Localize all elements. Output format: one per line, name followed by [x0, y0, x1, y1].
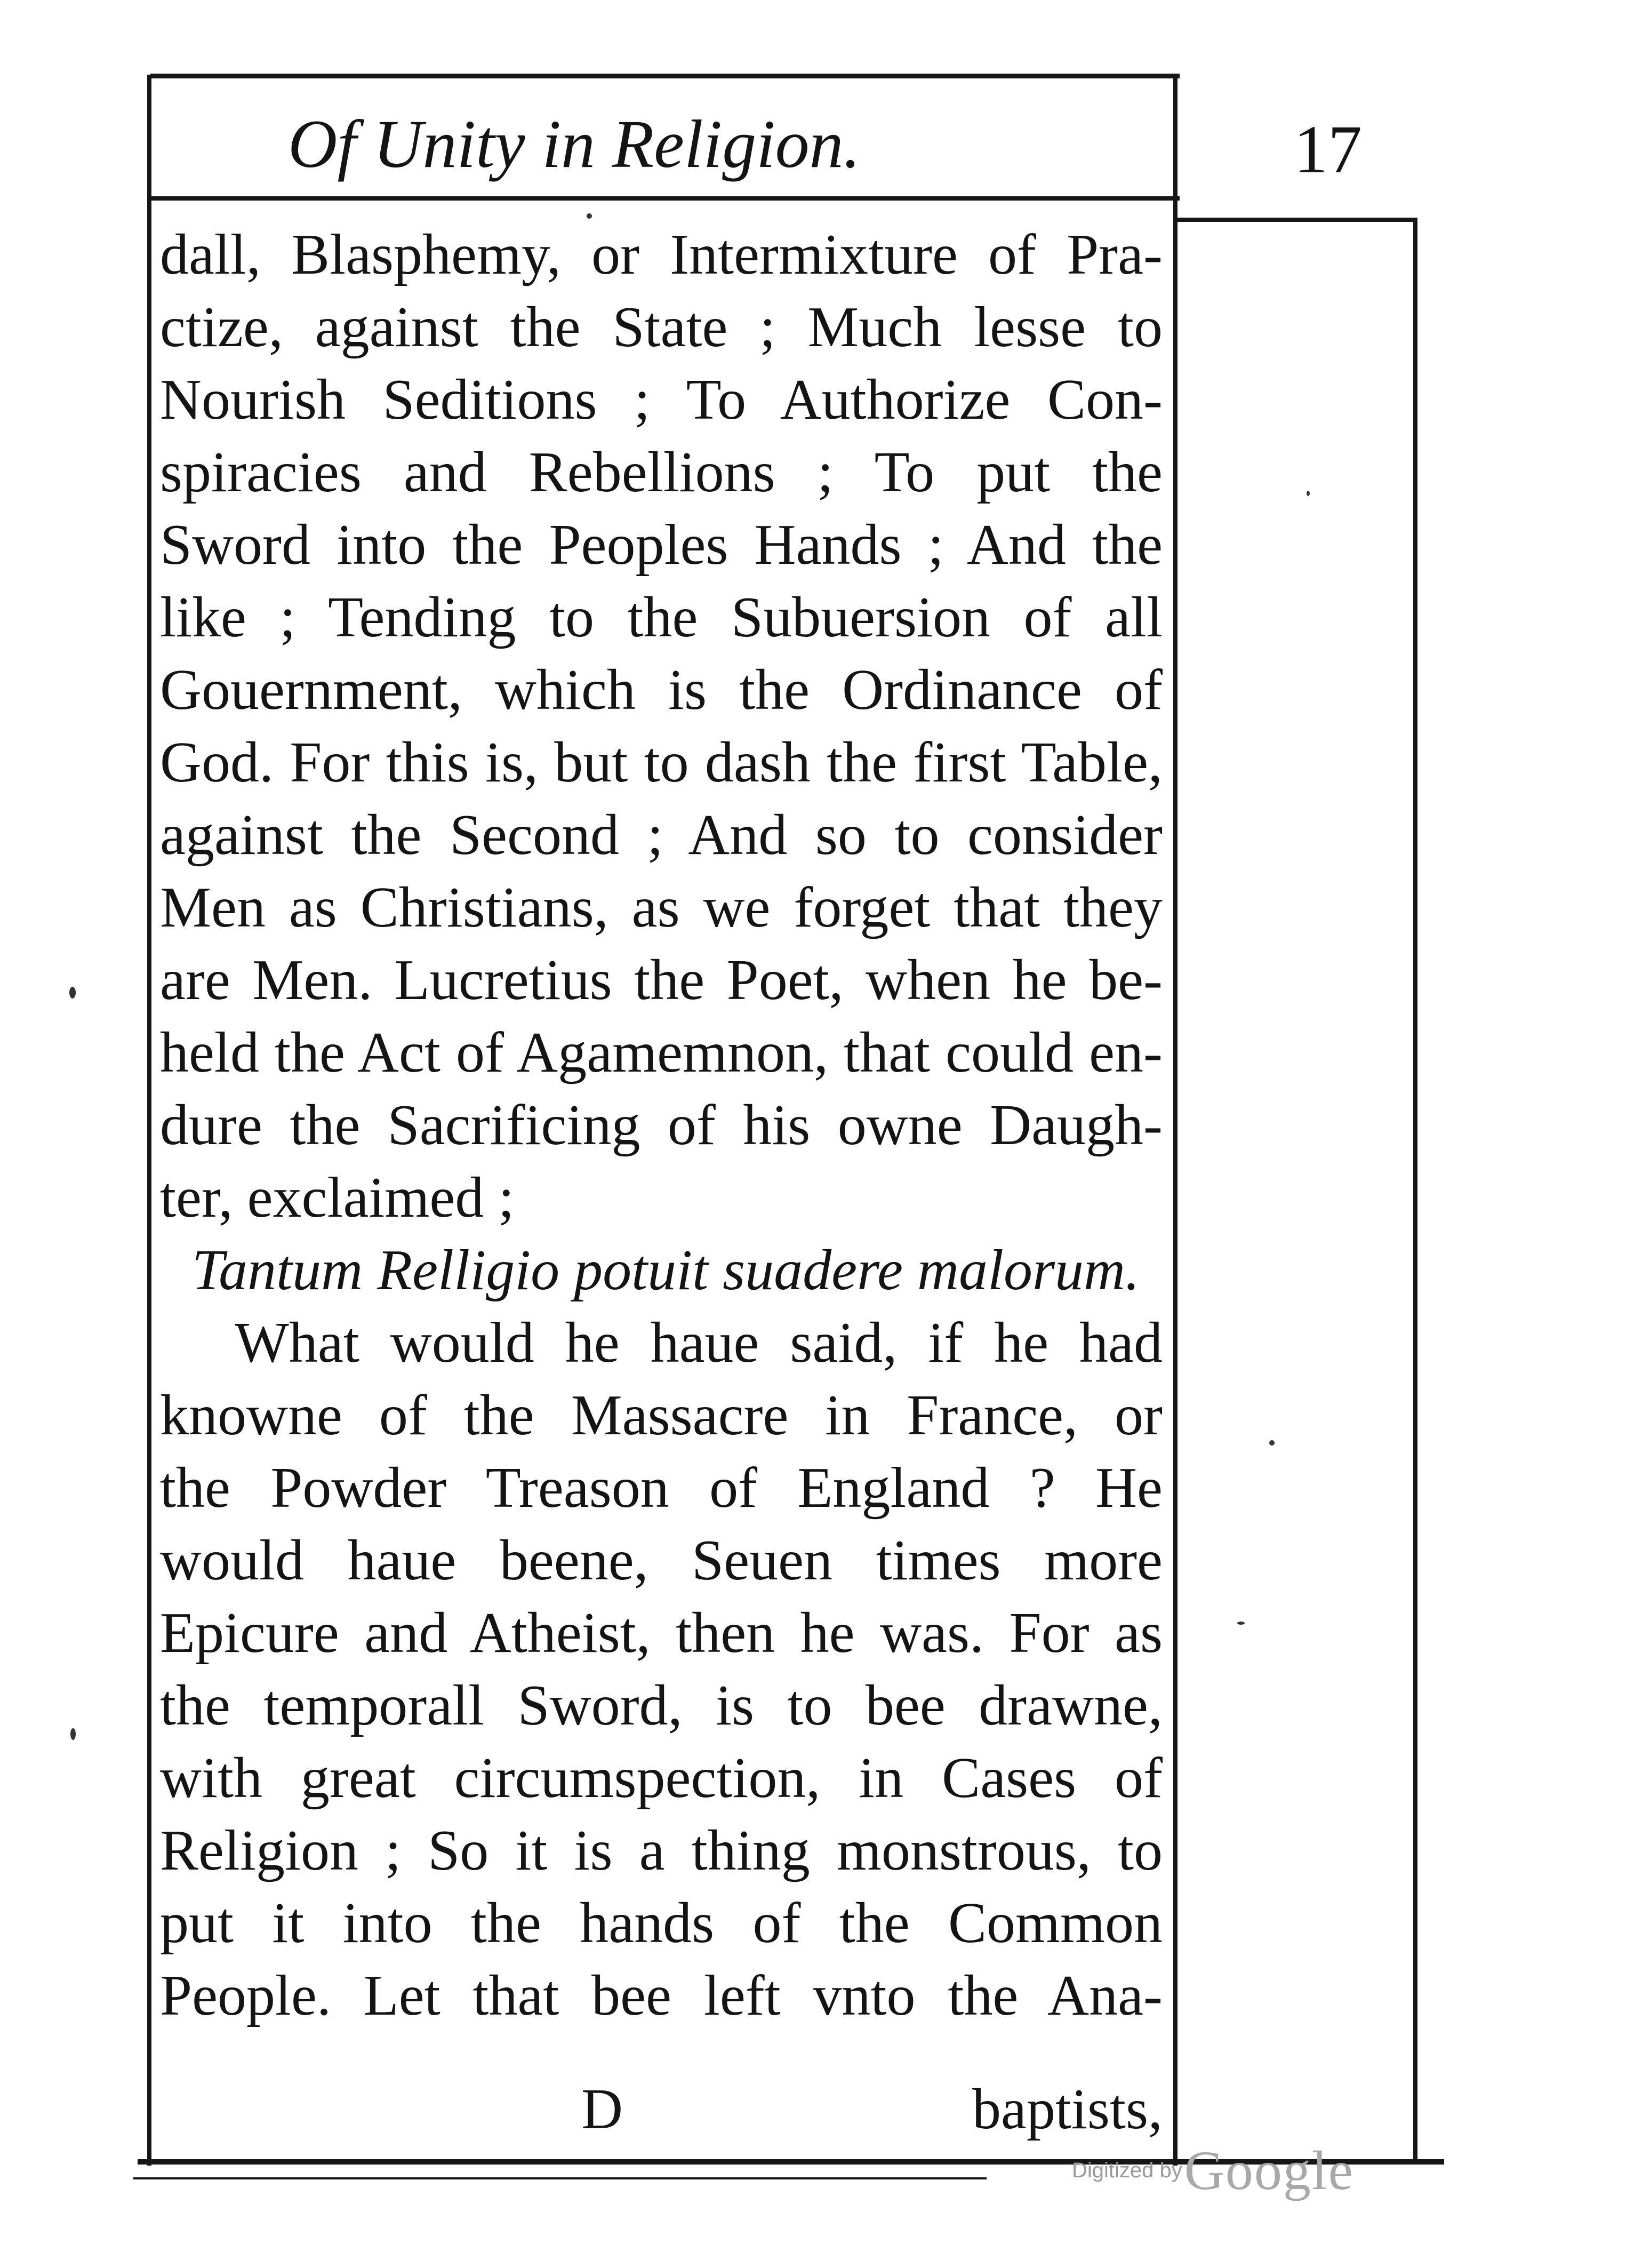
text-line: dure the Sacrificing of his owne Daugh-: [160, 1093, 1163, 1157]
page-number: 17: [1294, 111, 1362, 187]
text-line: put it into the hands of the Common: [160, 1891, 1163, 1955]
scan-speck: [587, 213, 592, 219]
latin-quotation: Tantum Relligio potuit suadere malorum.: [192, 1239, 1140, 1302]
scan-speck: [70, 1728, 76, 1740]
text-line: ctize, against the State ; Much lesse to: [160, 296, 1163, 359]
frame-inner-right-rule: [1173, 75, 1178, 2166]
frame-left-rule: [147, 75, 151, 2166]
text-line: Nourish Seditions ; To Authorize Con-: [160, 368, 1163, 432]
margin-header-rule: [1176, 218, 1417, 222]
text-line: Sword into the Peoples Hands ; And the: [160, 513, 1163, 577]
google-logo: Google: [1184, 2140, 1354, 2201]
text-line: are Men. Lucretius the Poet, when he be-: [160, 948, 1163, 1012]
text-line: People. Let that bee left vnto the Ana-: [160, 1964, 1163, 2027]
text-line: with great circumspection, in Cases of: [160, 1746, 1163, 1810]
text-line: held the Act of Agamemnon, that could en-: [160, 1021, 1163, 1084]
text-line: knowne of the Massacre in France, or: [160, 1384, 1163, 1447]
text-line: Men as Christians, as we forget that they: [160, 876, 1163, 939]
text-line: would haue beene, Seuen times more: [160, 1529, 1163, 1592]
text-line: Religion ; So it is a thing monstrous, to: [160, 1819, 1163, 1882]
paragraph-first-line: What would he haue said, if he had: [235, 1311, 1163, 1375]
scan-speck: [69, 987, 76, 999]
frame-outer-right-rule: [1413, 218, 1417, 2159]
text-line: the Powder Treason of England ? He: [160, 1456, 1163, 1520]
text-line: the temporall Sword, is to bee drawne,: [160, 1674, 1163, 1737]
text-line: spiracies and Rebellions ; To put the: [160, 441, 1163, 504]
text-line: like ; Tending to the Subuersion of all: [160, 586, 1163, 649]
running-head-title: Of Unity in Religion.: [288, 106, 861, 182]
frame-header-underline: [150, 196, 1180, 201]
text-line: Epicure and Atheist, then he was. For as: [160, 1601, 1163, 1665]
scan-speck: [1237, 1622, 1245, 1625]
frame-bottom-rule-lower: [133, 2177, 987, 2179]
digitized-watermark: [1072, 2139, 1354, 2208]
page-footer: [160, 2070, 1163, 2150]
text-line: dall, Blasphemy, or Intermixture of Pra-: [160, 223, 1163, 286]
text-line: against the Second ; And so to consider: [160, 803, 1163, 867]
catchword: baptists,: [972, 2078, 1163, 2141]
scan-speck: [1269, 1440, 1275, 1446]
body-text: [160, 219, 1163, 2032]
text-line: ter, exclaimed ;: [160, 1166, 515, 1229]
signature-mark: D: [581, 2078, 623, 2141]
frame-top-rule: [150, 74, 1180, 78]
text-line: God. For this is, but to dash the first Table,: [160, 731, 1163, 794]
scan-speck: [1307, 491, 1310, 496]
digitized-by-text: Digitized by: [1072, 2159, 1182, 2182]
text-line: Gouernment, which is the Ordinance of: [160, 658, 1163, 722]
